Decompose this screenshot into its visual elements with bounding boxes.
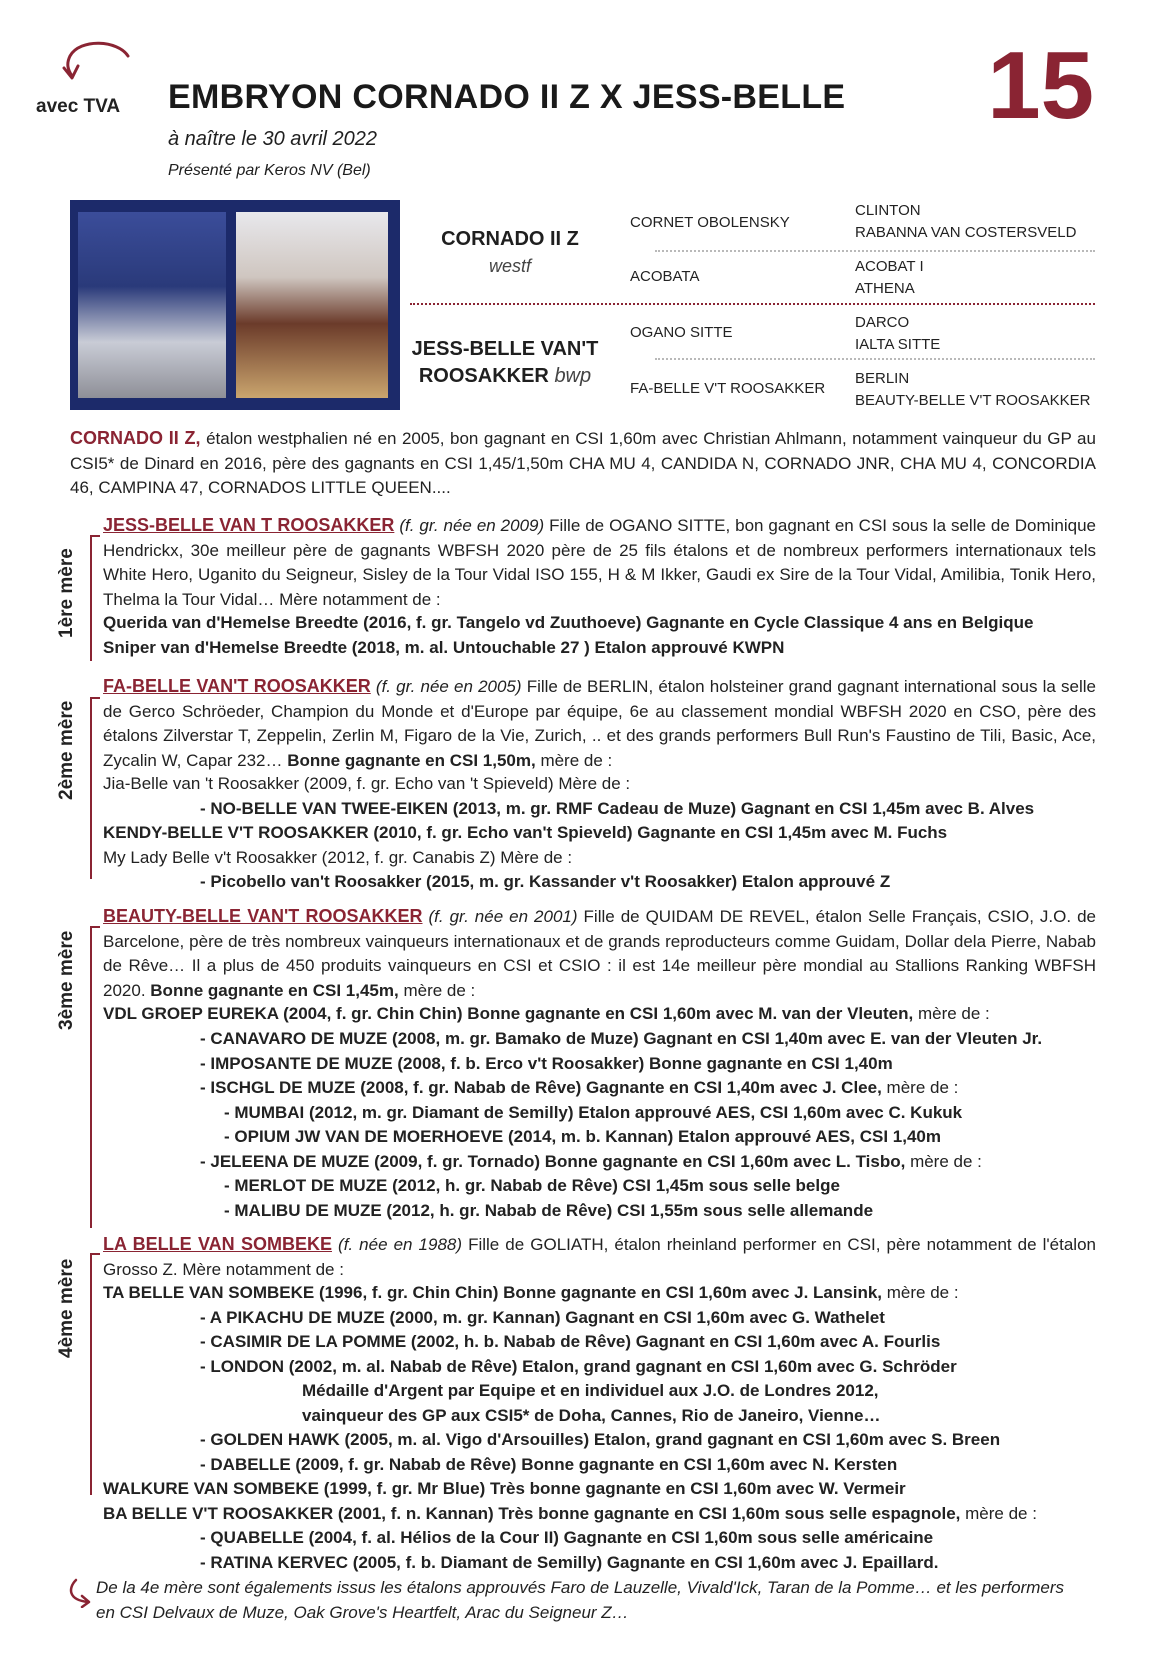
- gen3-line: - OPIUM JW VAN DE MOERHOEVE (2014, m. b. Kannan) Etalon approuvé AES, CSI 1,40m: [224, 1127, 941, 1146]
- presenter: Présenté par Keros NV (Bel): [168, 162, 371, 179]
- gen4-text: [103, 1232, 1096, 1282]
- sire-note: [70, 426, 1096, 501]
- gen4-desc: (f. née en 1988): [338, 1235, 463, 1254]
- gen4-line: - QUABELLE (2004, f. al. Hélios de la Cour II) Gagnante en CSI 1,60m sous selle américaine: [200, 1528, 934, 1547]
- gen2-bracket: [90, 697, 100, 879]
- gen3-line: - CANAVARO DE MUZE (2008, m. gr. Bamako de Muze) Gagnant en CSI 1,40m avec E. van der Vleuten Jr.: [200, 1029, 1043, 1048]
- gen4-line: [103, 1502, 1037, 1527]
- gen4-line: - GOLDEN HAWK (2005, m. al. Vigo d'Arsouilles) Etalon, grand gagnant en CSI 1,60m avec S. Breen: [200, 1430, 1001, 1449]
- dam-name-line1: JESS-BELLE VAN'T: [411, 338, 599, 360]
- vat-label: avec TVA: [36, 96, 121, 117]
- gen2-line: My Lady Belle v't Roosakker (2012, f. gr. Canabis Z) Mère de :: [103, 848, 573, 867]
- pedigree-sire-studbook: westf: [488, 256, 531, 276]
- gen4-line-bold: TA BELLE VAN SOMBEKE (1996, f. gr. Chin Chin) Bonne gagnante en CSI 1,60m avec J. Lansink,: [103, 1283, 883, 1302]
- curved-arrow-icon: [66, 1578, 94, 1608]
- pedigree-sire-sire: CORNET OBOLENSKY: [630, 214, 790, 231]
- pedigree-g3: CLINTON: [855, 202, 921, 219]
- gen2-body-bold: Bonne gagnante en CSI 1,50m,: [287, 750, 536, 770]
- gen3-label: 3ème mère: [56, 930, 77, 1030]
- gen2-name: FA-BELLE VAN'T ROOSAKKER: [103, 676, 371, 696]
- sire-note-line: vainqueur du GP au CSI5* de Dinard en 2016, père des gagnants en CSI 1,45/1,50m CHA MU 4, CANDIDA N, CORNADO: [70, 429, 1096, 473]
- pedigree-g3: ATHENA: [855, 280, 915, 297]
- gen2-label: 2ème mère: [56, 700, 77, 800]
- gen3-line: - IMPOSANTE DE MUZE (2008, f. b. Erco v't Roosakker) Bonne gagnante en CSI 1,40m: [200, 1054, 893, 1073]
- sire-note-line: JNR, CHA MU 4, CONCORDIA 46, CAMPINA 47, CORNADOS LITTLE QUEEN....: [70, 453, 1096, 497]
- gen1-desc: (f. gr. née en 2009): [399, 516, 545, 535]
- pedigree-dam-studbook: bwp: [554, 365, 592, 387]
- gen2-line: Jia-Belle van 't Roosakker (2009, f. gr. Echo van 't Spieveld) Mère de :: [103, 774, 631, 793]
- gen4-label: 4ème mère: [56, 1258, 77, 1358]
- divider: [410, 303, 1095, 305]
- gen2-text: [103, 674, 1096, 773]
- gen1-body: Fille de OGANO SITTE, bon gagnant en CSI sous la selle de Dominique Hendrickx, 30e meilleur père de gagnants WBFSH 2020 père de 25 fils étalons et de nombreux performers internationaux tels White Hero, Uganito du Seigneur, Sisley de la Tour Vidal ISO 155, H & M Ikker, Gaudi ex Sire de la Tour Vidal, Amilibia, Tonik Hero, Thelma la Tour Vidal… Mère notamment de :: [103, 516, 1096, 609]
- gen4-line-end: mère de :: [965, 1504, 1037, 1523]
- divider: [655, 250, 1095, 252]
- gen1-label: 1ère mère: [56, 548, 77, 638]
- divider: [655, 358, 1095, 360]
- gen1-product: Sniper van d'Hemelse Breedte (2018, m. al. Untouchable 27 ) Etalon approuvé KWPN: [103, 638, 785, 657]
- gen2-line: - Picobello van't Roosakker (2015, m. gr. Kassander v't Roosakker) Etalon approuvé Z: [200, 872, 891, 891]
- gen2-body: Fille de BERLIN, étalon holsteiner grand gagnant international sous la selle de Gerco Schröeder, Champion du Monde et d'Europe par équipe, 6e au classement mondial WBFSH 2020 en CSO, père des étalons Zilverstar T, Zeppelin, Zerlin M, Figaro de la Vie, Zurich, .. et des grands performers Bull Run's Faustino de Tili, Basic, Ace, Zycalin W, Capar 232…: [103, 677, 1096, 770]
- gen4-line-bold: BA BELLE V'T ROOSAKKER (2001, f. n. Kannan) Très bonne gagnante en CSI 1,60m sous selle espagnole,: [103, 1504, 961, 1523]
- pedigree-g3: RABANNA VAN COSTERSVELD: [855, 224, 1077, 241]
- gen3-line-bold: - JELEENA DE MUZE (2009, f. gr. Tornado) Bonne gagnante en CSI 1,60m avec L. Tisbo,: [200, 1152, 906, 1171]
- gen3-line: - MALIBU DE MUZE (2012, h. gr. Nabab de Rêve) CSI 1,55m sous selle allemande: [224, 1201, 874, 1220]
- pedigree-g3: ACOBAT I: [855, 258, 924, 275]
- pedigree-sire: CORNADO II Z: [441, 228, 579, 250]
- sire-jumping-photo: [78, 212, 226, 398]
- gen4-line: Médaille d'Argent par Equipe et en individuel aux J.O. de Londres 2012,: [302, 1381, 879, 1400]
- gen3-line: [103, 1002, 990, 1027]
- footnote: De la 4e mère sont égalements issus les étalons approuvés Faro de Lauzelle, Vivald'Ick, Taran de la Pomme… et les performers en CSI Delvaux de Muze, Oak Grove's Heartfelt, Arac du Seigneur Z…: [96, 1578, 1065, 1622]
- pedigree-dam-sire: OGANO SITTE: [630, 324, 733, 341]
- gen1-product: Querida van d'Hemelse Breedte (2016, f. gr. Tangelo vd Zuuthoeve) Gagnante en Cycle Classique 4 ans en Belgique: [103, 613, 1034, 632]
- pedigree-g3: BEAUTY-BELLE V'T ROOSAKKER: [855, 392, 1091, 409]
- gen3-body-end: mère de :: [403, 980, 476, 1000]
- gen3-line-bold: - ISCHGL DE MUZE (2008, f. gr. Nabab de Rêve) Gagnante en CSI 1,40m avec J. Clee,: [200, 1078, 882, 1097]
- gen4-line: - RATINA KERVEC (2005, f. b. Diamant de Semilly) Gagnante en CSI 1,60m avec J. Epaillard.: [200, 1553, 939, 1572]
- gen3-desc: (f. gr. née en 2001): [428, 907, 578, 926]
- sire-note-line: étalon westphalien né en 2005, bon gagnant en CSI 1,60m avec Christian Ahlmann, notamment: [206, 429, 938, 448]
- gen1-text: [103, 513, 1096, 612]
- page-title: EMBRYON CORNADO II Z X JESS-BELLE: [168, 78, 846, 116]
- gen4-line: - CASIMIR DE LA POMME (2002, h. b. Nabab de Rêve) Gagnant en CSI 1,60m avec A. Fourlis: [200, 1332, 941, 1351]
- gen4-bracket: [90, 1253, 100, 1495]
- gen4-line: - LONDON (2002, m. al. Nabab de Rêve) Etalon, grand gagnant en CSI 1,60m avec G. Schröder: [200, 1357, 957, 1376]
- gen3-line-end: mère de :: [910, 1152, 982, 1171]
- pedigree-g3: DARCO: [855, 314, 910, 331]
- gen3-body-bold: Bonne gagnante en CSI 1,45m,: [150, 980, 399, 1000]
- pedigree-g3: IALTA SITTE: [855, 336, 941, 353]
- gen4-line: vainqueur des GP aux CSI5* de Doha, Cannes, Rio de Janeiro, Vienne…: [302, 1406, 881, 1425]
- gen2-desc: (f. gr. née en 2005): [375, 677, 522, 696]
- gen1-name: JESS-BELLE VAN T ROOSAKKER: [103, 515, 395, 535]
- gen4-line: - A PIKACHU DE MUZE (2000, m. gr. Kannan) Gagnant en CSI 1,60m avec G. Wathelet: [200, 1308, 885, 1327]
- gen3-name: BEAUTY-BELLE VAN'T ROOSAKKER: [103, 906, 423, 926]
- gen3-line: [200, 1076, 958, 1101]
- gen4-line: [103, 1281, 959, 1306]
- pedigree-dam-dam: FA-BELLE V'T ROOSAKKER: [630, 380, 826, 397]
- lot-number: 15: [987, 32, 1094, 139]
- horse-photo: [70, 200, 400, 410]
- gen3-body: Fille de QUIDAM DE REVEL, étalon Selle Français, CSIO, J.O. de Barcelone, père de très nombreux vainqueurs internationaux et de grands reproducteurs comme Guidam, Dollar dela Pierre, Nabab de Rêve… Il a plus de 450 produits vainqueurs en CSI et CSIO : il est 14e meilleur père mondial au Stallions Ranking WBFSH 2020.: [103, 907, 1096, 1000]
- sire-note-name: CORNADO II Z,: [70, 428, 201, 448]
- pedigree-dam: [400, 336, 610, 390]
- dam-jumping-photo: [236, 212, 388, 398]
- gen2-line: KENDY-BELLE V'T ROOSAKKER (2010, f. gr. Echo van't Spieveld) Gagnante en CSI 1,45m avec M. Fuchs: [103, 823, 948, 842]
- gen3-bracket: [90, 926, 100, 1228]
- pedigree-g3: BERLIN: [855, 370, 910, 387]
- gen3-line-end: mère de :: [917, 1004, 990, 1023]
- gen3-line: - MUMBAI (2012, m. gr. Diamant de Semilly) Etalon approuvé AES, CSI 1,60m avec C. Kukuk: [224, 1103, 963, 1122]
- gen3-line: [200, 1150, 982, 1175]
- gen3-line-end: mère de :: [886, 1078, 959, 1097]
- gen2-body-end: mère de :: [540, 750, 613, 770]
- gen3-line-bold: VDL GROEP EUREKA (2004, f. gr. Chin Chin) Bonne gagnante en CSI 1,60m avec M. van der Vleuten,: [103, 1004, 914, 1023]
- gen3-text: [103, 904, 1096, 1003]
- gen4-body: Fille de GOLIATH, étalon rheinland performer en CSI, père notamment de l'étalon Grosso Z. Mère notamment de :: [103, 1235, 1096, 1279]
- arrow-icon: [58, 38, 132, 82]
- birth-date: à naître le 30 avril 2022: [168, 128, 378, 150]
- gen3-line: - MERLOT DE MUZE (2012, h. gr. Nabab de Rêve) CSI 1,45m sous selle belge: [224, 1176, 840, 1195]
- gen2-line: - NO-BELLE VAN TWEE-EIKEN (2013, m. gr. RMF Cadeau de Muze) Gagnant en CSI 1,45m avec B. Alves: [200, 799, 1035, 818]
- gen4-line-end: mère de :: [886, 1283, 959, 1302]
- gen4-name: LA BELLE VAN SOMBEKE: [103, 1234, 332, 1254]
- pedigree-sire-dam: ACOBATA: [630, 268, 700, 285]
- dam-name-line2: ROOSAKKER: [418, 365, 549, 387]
- gen4-line: - DABELLE (2009, f. gr. Nabab de Rêve) Bonne gagnante en CSI 1,60m avec N. Kersten: [200, 1455, 898, 1474]
- gen4-line: WALKURE VAN SOMBEKE (1999, f. gr. Mr Blue) Très bonne gagnante en CSI 1,60m avec W. Vermeir: [103, 1479, 906, 1498]
- gen1-bracket: [90, 535, 100, 661]
